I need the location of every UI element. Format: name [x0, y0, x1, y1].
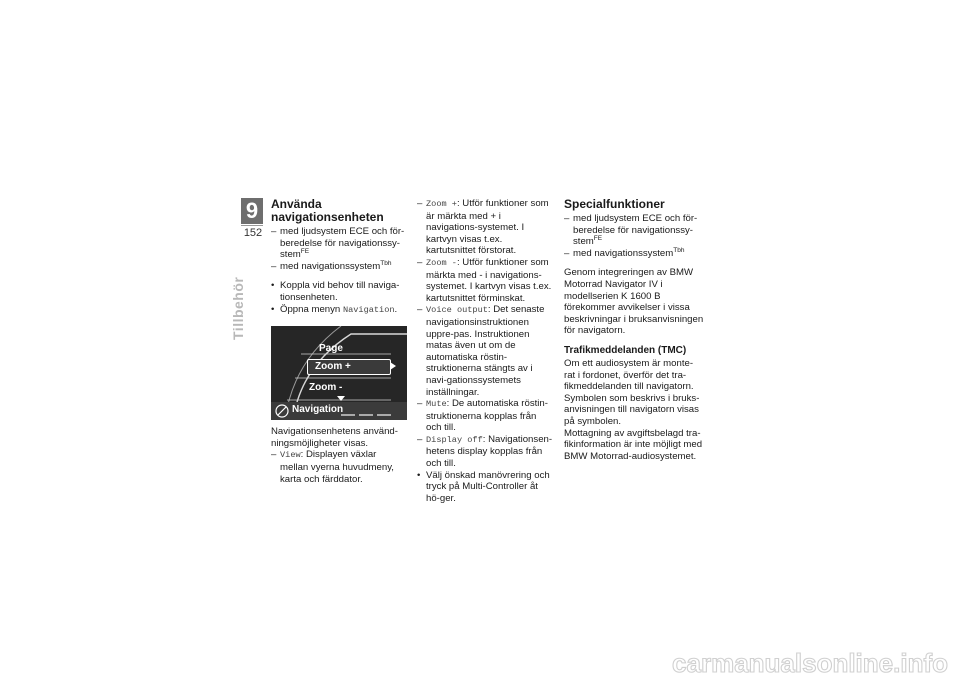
function-list — [417, 198, 553, 504]
instruction-list — [271, 280, 407, 316]
list-item: • Välj önskad manövrering och tryck på Multi-Controller åt hö-ger. — [417, 469, 550, 504]
menu-item-zoom-plus: Zoom + — [315, 361, 351, 373]
subsection-heading: Trafikmeddelanden (TMC) — [564, 344, 687, 356]
menu-title-navigation: Navigation — [292, 404, 344, 416]
column-2 — [417, 198, 553, 504]
column-3 — [564, 198, 704, 462]
list-item: • Koppla vid behov till naviga-tionsenheten. — [271, 280, 400, 303]
list-item: – Mute: De automatiska röstin-struktionerna kopplas från och till. — [417, 398, 548, 434]
list-item: – med navigationssystem$^{Tbh}$ — [271, 259, 392, 272]
section-heading: Använda navigationsenheten — [271, 197, 384, 224]
screen-caption: Navigationsenhetens använd-ningsmöjligheter visas. — [271, 426, 398, 449]
chapter-number: 9 — [241, 198, 263, 224]
paragraph: Om ett audiosystem är monte-rat i fordonet, överför det tra-fikmeddelanden till navigatorn. Symbolen som beskrivs i bruks-anvisningen till navigatorn visas på symbolen. — [564, 357, 700, 427]
list-item: – Display off: Navigationsen-hetens display kopplas från och till. — [417, 433, 553, 470]
watermark-text: carmanualsonline.info — [672, 650, 948, 678]
list-item: – Zoom -: Utför funktioner som märkta med - i navigations-systemet. I kartvyn visas t.ex. kartutsnittet förminskat. — [417, 256, 552, 304]
column-1 — [271, 198, 407, 485]
navigation-menu-screen — [271, 326, 407, 420]
list-item: – med ljudsystem ECE och för-beredelse för navigationssy-stem$^{FE}$ — [271, 226, 405, 261]
equipment-list — [564, 213, 704, 259]
list-item: – View: Displayen växlar mellan vyerna huvudmeny, karta och färddator. — [271, 449, 394, 485]
function-list — [271, 449, 407, 485]
list-item: – med navigationssystem$^{Tbh}$ — [564, 246, 685, 259]
section-heading: Specialfunktioner — [564, 197, 665, 211]
watermark — [0, 650, 960, 679]
list-item: – Zoom +: Utför funktioner som är märkta med + i navigations-systemet. I kartvyn visas t.ex. kartutsnittet förstorat. — [417, 198, 549, 257]
list-item: – Voice output: Det senaste navigationsinstruktionen uppre-pas. Instruktionen matas även ut om de automatiska röstin-struktionerna stängts av i navi-gationssystemets inställningar. — [417, 304, 545, 398]
page-number: 152 — [243, 227, 263, 239]
list-item: • Öppna menyn Navigation. — [271, 303, 398, 315]
equipment-list — [271, 226, 407, 272]
paragraph: Mottagning av avgiftsbelagd tra-fikinformation är inte möjligt med BMW Motorrad-audiosystemet. — [564, 427, 703, 462]
chapter-title: Tillbehör — [230, 276, 246, 340]
menu-item-page: Page — [319, 343, 343, 355]
paragraph: Genom integreringen av BMW Motorrad Navigator IV i modellserien K 1600 B förekommer avvikelser i vissa beskrivningar i bruksanvisningen för navigatorn. — [564, 267, 704, 337]
list-item: – med ljudsystem ECE och för-beredelse för navigationssy-stem$^{FE}$ — [564, 213, 698, 248]
menu-item-zoom-minus: Zoom - — [309, 382, 343, 394]
